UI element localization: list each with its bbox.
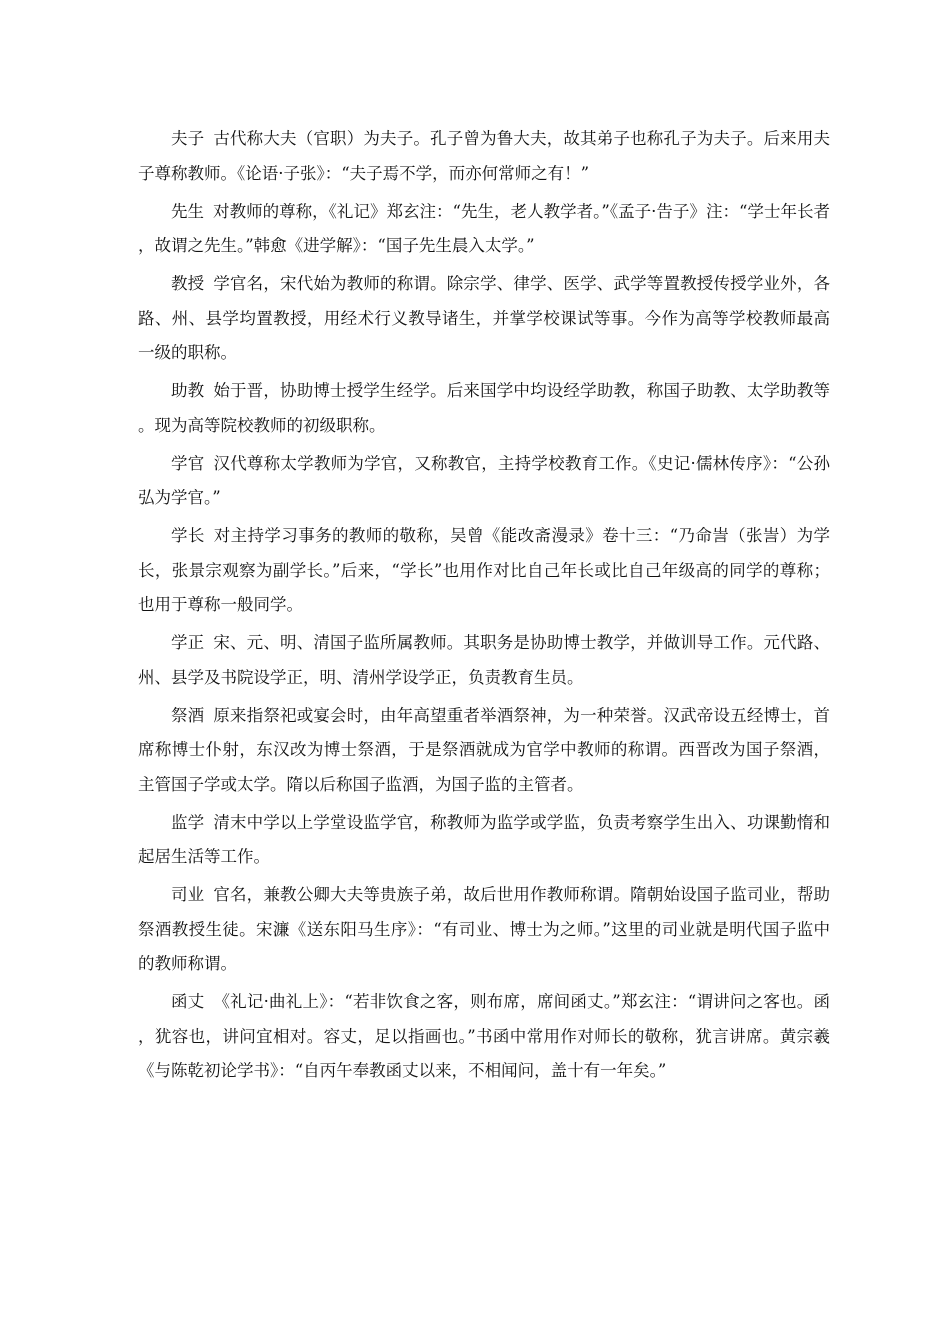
entry-term: 夫子 <box>171 129 205 148</box>
entry-text: 官名，兼教公卿大夫等贵族子弟，故后世用作教师称谓。隋朝始设国子监司业，帮助祭酒教授生徒。宋濂《送东阳马生序》：“有司业、博士为之师。”这里的司业就是明代国子监中的教师称谓。 <box>138 885 831 973</box>
entry-term: 函丈 <box>171 992 205 1011</box>
entry-text: 对主持学习事务的教师的敬称，吴曾《能改斋漫录》卷十三：“乃命訔（张訔）为学长，张景宗观察为副学长。”后来，“学长”也用作对比自己年长或比自己年级高的同学的尊称；也用于尊称一般同学。 <box>138 526 831 614</box>
entry-term: 学长 <box>171 526 205 545</box>
entry-jijiu <box>138 699 830 803</box>
entry-fuzi <box>138 122 830 191</box>
entry-xuezhang <box>138 519 830 623</box>
entry-term: 学官 <box>171 453 205 473</box>
entry-term: 教授 <box>171 274 205 293</box>
entry-text: 始于晋，协助博士授学生经学。后来国学中均设经学助教，称国子助教、太学助教等。现为高等院校教师的初级职称。 <box>138 381 831 435</box>
entry-jiaoshou <box>138 267 830 371</box>
entry-term: 学正 <box>171 633 205 652</box>
entry-text: 古代称大夫（官职）为夫子。孔子曾为鲁大夫，故其弟子也称孔子为夫子。后来用夫子尊称教师。《论语·子张》：“夫子焉不学，而亦何常师之有！” <box>138 129 831 183</box>
entry-text: 《礼记·曲礼上》：“若非饮食之客，则布席，席间函丈。”郑玄注：“谓讲问之客也。函，犹容也，讲问宜相对。容丈，足以指画也。”书函中常用作对师长的敬称，犹言讲席。黄宗羲《与陈乾初论学书》：“自丙午奉教函丈以来，不相闻问，盖十有一年矣。” <box>138 992 830 1080</box>
entry-text: 学官名，宋代始为教师的称谓。除宗学、律学、医学、武学等置教授传授学业外，各路、州、县学均置教授，用经术行义教导诸生，并掌学校课试等事。今作为高等学校教师最高一级的职称。 <box>138 274 831 362</box>
entry-term: 先生 <box>171 201 205 221</box>
entry-jianxue <box>138 806 830 875</box>
entry-text: 汉代尊称太学教师为学官，又称教官，主持学校教育工作。《史记·儒林传序》：“公孙弘为学官。” <box>138 453 830 507</box>
entry-xiansheng <box>138 195 830 264</box>
entry-xuezheng <box>138 626 830 695</box>
entry-siye <box>138 878 830 982</box>
entry-term: 司业 <box>171 885 205 904</box>
entry-text: 清末中学以上学堂设监学官，称教师为监学或学监，负责考察学生出入、功课勤惰和起居生活等工作。 <box>138 812 831 866</box>
document-page <box>138 122 830 1092</box>
entry-term: 助教 <box>171 381 205 400</box>
entry-xueguan <box>138 447 830 516</box>
entry-zhujiao <box>138 374 830 443</box>
entry-term: 监学 <box>171 812 205 832</box>
entry-term: 祭酒 <box>171 705 205 725</box>
entry-text: 宋、元、明、清国子监所属教师。其职务是协助博士教学，并做训导工作。元代路、州、县学及书院设学正，明、清州学设学正，负责教育生员。 <box>138 633 831 687</box>
entry-hanzhang <box>138 985 830 1089</box>
entry-text: 对教师的尊称，《礼记》郑玄注：“先生，老人教学者。”《孟子·告子》注：“学士年长者，故谓之先生。”韩愈《进学解》：“国子先生晨入太学。” <box>138 201 831 255</box>
entry-text: 原来指祭祀或宴会时，由年高望重者举酒祭神，为一种荣誉。汉武帝设五经博士，首席称博士仆射，东汉改为博士祭酒，于是祭酒就成为官学中教师的称谓。西晋改为国子祭酒，主管国子学或太学。隋以后称国子监酒，为国子监的主管者。 <box>138 705 831 794</box>
